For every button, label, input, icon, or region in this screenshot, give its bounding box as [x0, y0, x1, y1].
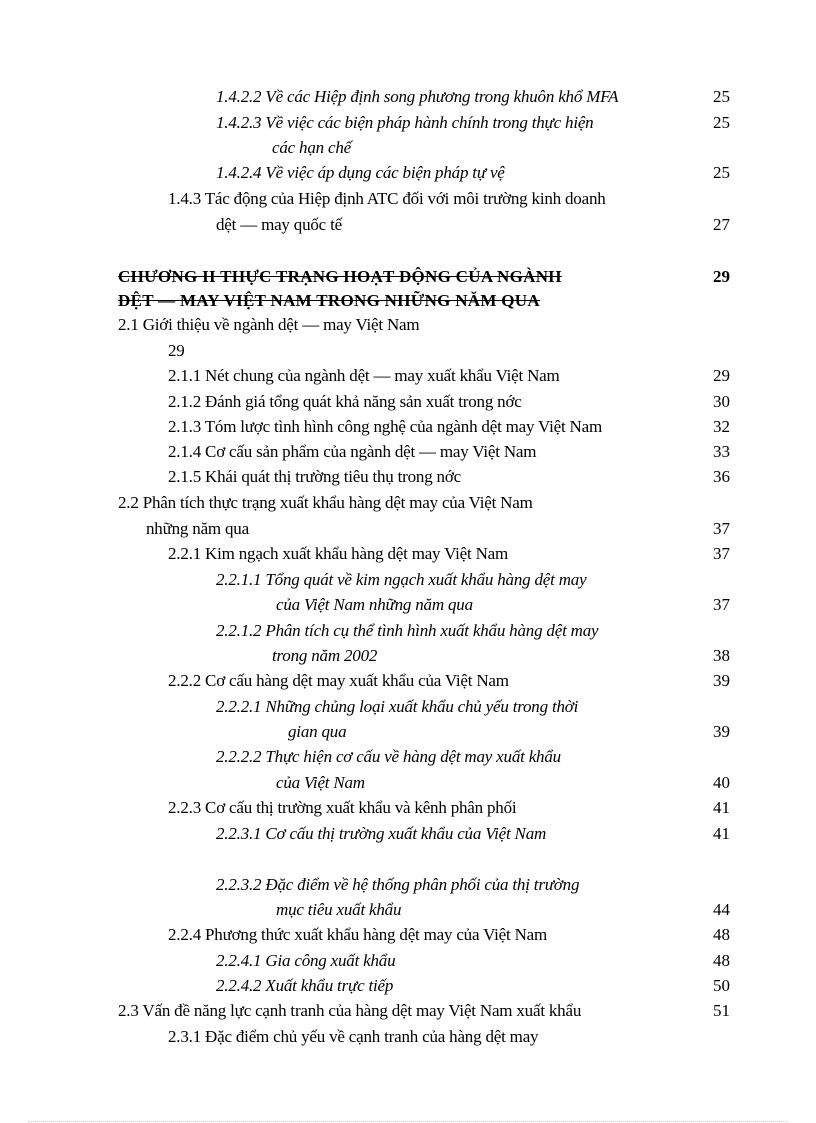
- toc-page-number: 29: [168, 341, 185, 360]
- toc-page-number: 51: [713, 1001, 730, 1020]
- chapter-heading: CHƯƠNG II THỰC TRẠNG HOẠT ĐỘNG CỦA NGÀNH: [118, 267, 562, 286]
- toc-entry-2-1-4: 2.1.4 Cơ cấu sản phẩm của ngành dệt — may Việt Nam: [168, 442, 537, 461]
- toc-entry-2-1-2: 2.1.2 Đánh giá tổng quát khả năng sản xuất trong nớc: [168, 392, 522, 411]
- toc-page-number: 40: [713, 773, 730, 792]
- toc-page-number: 41: [713, 798, 730, 817]
- toc-entry-2-2-4-1: 2.2.4.1 Gia công xuất khẩu: [216, 951, 396, 970]
- toc-entry-1-4-2-4: 1.4.2.4 Về việc áp dụng các biện pháp tự vệ: [216, 163, 505, 182]
- toc-page-number: 44: [713, 900, 730, 919]
- toc-entry-continuation: gian qua: [288, 722, 347, 741]
- toc-entry-continuation: của Việt Nam những năm qua: [276, 595, 473, 614]
- toc-entry-2-2-4-2: 2.2.4.2 Xuất khẩu trực tiếp: [216, 976, 394, 995]
- toc-page-number: 38: [713, 646, 730, 665]
- toc-entry-2-2: 2.2 Phân tích thực trạng xuất khẩu hàng dệt may của Việt Nam: [118, 493, 533, 512]
- toc-entry-2-2-2: 2.2.2 Cơ cấu hàng dệt may xuất khẩu của Việt Nam: [168, 671, 509, 690]
- toc-entry-2-1-5: 2.1.5 Khái quát thị trường tiêu thụ trong nớc: [168, 467, 461, 486]
- toc-page-number: 29: [713, 366, 730, 385]
- toc-page-number: 39: [713, 722, 730, 741]
- toc-page-number: 32: [713, 417, 730, 436]
- toc-page-number: 48: [713, 925, 730, 944]
- toc-entry-continuation: những năm qua: [146, 519, 249, 538]
- toc-page-number: 25: [713, 113, 730, 132]
- toc-entry-2-1: 2.1 Giới thiệu về ngành dệt — may Việt Nam: [118, 315, 420, 334]
- toc-entry-2-3-1: 2.3.1 Đặc điểm chủ yếu về cạnh tranh của hàng dệt may: [168, 1027, 539, 1046]
- toc-page-number: 37: [713, 544, 730, 563]
- toc-entry-2-2-1: 2.2.1 Kim ngạch xuất khẩu hàng dệt may Việt Nam: [168, 544, 509, 563]
- toc-page-number: 25: [713, 87, 730, 106]
- toc-entry-2-2-3-1: 2.2.3.1 Cơ cấu thị trường xuất khẩu của Việt Nam: [216, 824, 547, 843]
- toc-page-number: 39: [713, 671, 730, 690]
- toc-entry-2-2-3: 2.2.3 Cơ cấu thị trường xuất khẩu và kênh phân phối: [168, 798, 517, 817]
- toc-entry-2-1-1: 2.1.1 Nét chung của ngành dệt — may xuất khẩu Việt Nam: [168, 366, 560, 385]
- toc-page-number: 36: [713, 467, 730, 486]
- toc-page-number: 37: [713, 595, 730, 614]
- toc-entry-2-2-3-2: 2.2.3.2 Đặc điểm về hệ thống phân phối của thị trường: [216, 875, 580, 894]
- toc-entry-2-1-3: 2.1.3 Tóm lược tình hình công nghệ của ngành dệt may Việt Nam: [168, 417, 602, 436]
- toc-entry-1-4-2-3: 1.4.2.3 Về việc các biện pháp hành chính trong thực hiện: [216, 113, 594, 132]
- toc-entry-continuation: mục tiêu xuất khẩu: [276, 900, 402, 919]
- toc-page-number: 41: [713, 824, 730, 843]
- toc-entry-continuation: dệt — may quốc tế: [216, 215, 342, 234]
- toc-entry-continuation: trong năm 2002: [272, 646, 378, 665]
- toc-page-number: 27: [713, 215, 730, 234]
- toc-entry-continuation: các hạn chế: [272, 138, 351, 157]
- toc-page-number: 25: [713, 163, 730, 182]
- toc-page-number: 33: [713, 442, 730, 461]
- toc-entry-1-4-3: 1.4.3 Tác động của Hiệp định ATC đối với môi trường kinh doanh: [168, 189, 606, 208]
- page-bottom-rule: [28, 1121, 788, 1122]
- toc-entry-2-2-1-1: 2.2.1.1 Tổng quát về kim ngạch xuất khẩu hàng dệt may: [216, 570, 587, 589]
- toc-entry-2-3: 2.3 Vấn đề năng lực cạnh tranh của hàng dệt may Việt Nam xuất khẩu: [118, 1001, 582, 1020]
- toc-entry-2-2-2-2: 2.2.2.2 Thực hiện cơ cấu về hàng dệt may xuất khẩu: [216, 747, 561, 766]
- toc-page-number: 30: [713, 392, 730, 411]
- toc-page-number: 50: [713, 976, 730, 995]
- toc-entry-2-2-4: 2.2.4 Phương thức xuất khẩu hàng dệt may của Việt Nam: [168, 925, 548, 944]
- chapter-heading-continuation: DỆT — MAY VIỆT NAM TRONG NHỮNG NĂM QUA: [118, 291, 540, 310]
- toc-entry-2-2-1-2: 2.2.1.2 Phân tích cụ thể tình hình xuất khẩu hàng dệt may: [216, 621, 599, 640]
- toc-page-number: 29: [713, 267, 730, 286]
- toc-entry-continuation: của Việt Nam: [276, 773, 365, 792]
- toc-page-number: 37: [713, 519, 730, 538]
- toc-entry-1-4-2-2: 1.4.2.2 Về các Hiệp định song phương trong khuôn khổ MFA: [216, 87, 619, 106]
- toc-entry-2-2-2-1: 2.2.2.1 Những chủng loại xuất khẩu chủ yếu trong thời: [216, 697, 579, 716]
- toc-page-number: 48: [713, 951, 730, 970]
